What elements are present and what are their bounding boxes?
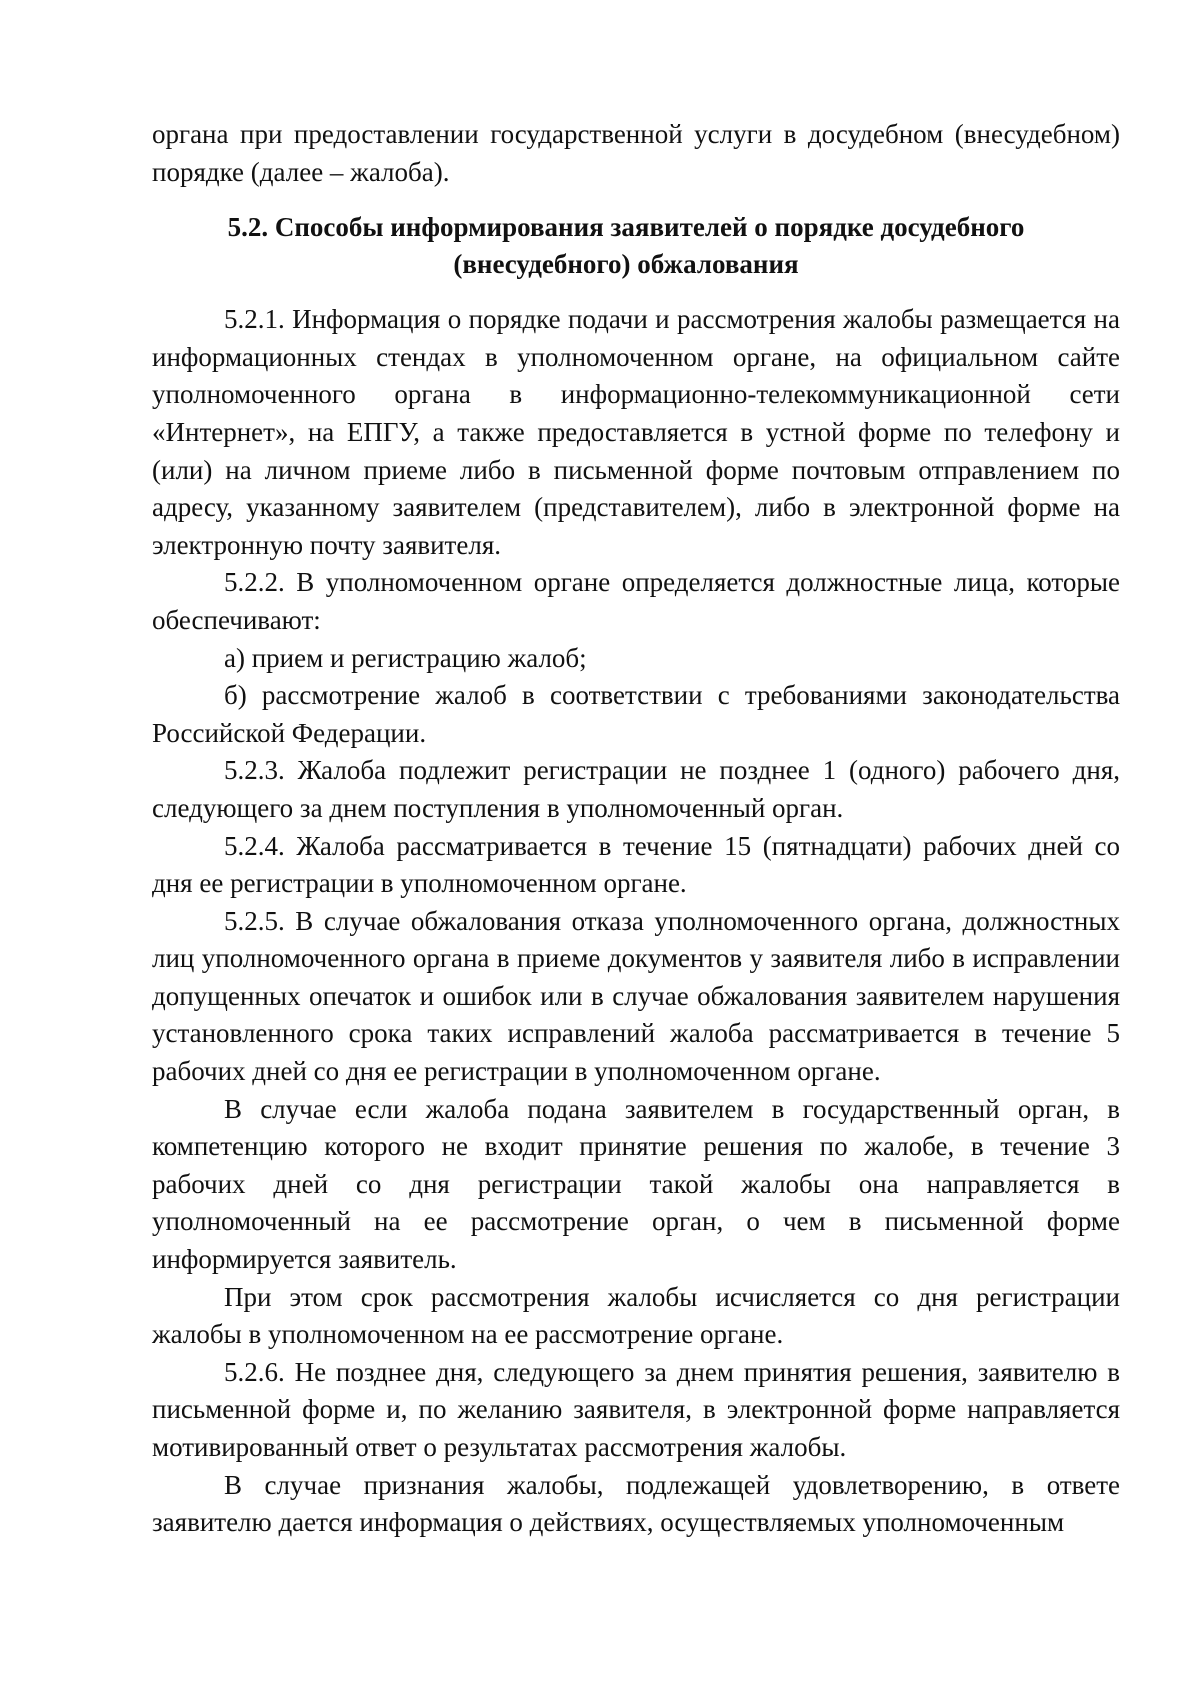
paragraph-5-2-3: 5.2.3. Жалоба подлежит регистрации не позднее 1 (одного) рабочего дня, следующего за днем поступления в уполномоченный орган. — [152, 755, 1120, 823]
section-heading-line-1: 5.2. Способы информирования заявителей о порядке досудебного — [227, 212, 1025, 243]
continuation-paragraph: органа при предоставлении государственной услуги в досудебном (внесудебном) порядке (далее – жалоба). — [152, 119, 1120, 187]
list-item-b: б) рассмотрение жалоб в соответствии с требованиями законодательства Российской Федерации. — [152, 680, 1120, 748]
paragraph-5-2-2: 5.2.2. В уполномоченном органе определяется должностные лица, которые обеспечивают: — [152, 567, 1120, 635]
paragraph-redirect: В случае если жалоба подана заявителем в государственный орган, в компетенцию которого не входит принятие решения по жалобе, в течение 3 рабочих дней со дня регистрации такой жалобы она направляется в уполномоченный на ее рассмотрение орган, о чем в письменной форме информируется заявитель. — [152, 1093, 1120, 1275]
paragraph-5-2-5: 5.2.5. В случае обжалования отказа уполномоченного органа, должностных лиц уполномоченного органа в приеме документов у заявителя либо в исправлении допущенных опечаток и ошибок или в случае обжалования заявителем нарушения установленного срока таких исправлений жалоба рассматривается в течение 5 рабочих дней со дня ее регистрации в уполномоченном органе. — [152, 905, 1120, 1087]
section-heading — [152, 209, 1120, 283]
paragraph-5-2-6: 5.2.6. Не позднее дня, следующего за днем принятия решения, заявителю в письменной форме и, по желанию заявителя, в электронной форме направляется мотивированный ответ о результатах рассмотрения жалобы. — [152, 1356, 1120, 1462]
paragraph-satisfaction: В случае признания жалобы, подлежащей удовлетворению, в ответе заявителю дается информация о действиях, осуществляемых уполномоченным — [152, 1469, 1120, 1538]
section-heading-line-2: (внесудебного) обжалования — [453, 249, 799, 280]
paragraph-5-2-4: 5.2.4. Жалоба рассматривается в течение 15 (пятнадцати) рабочих дней со дня ее регистрации в уполномоченном органе. — [152, 830, 1120, 899]
paragraph-term: При этом срок рассмотрения жалобы исчисляется со дня регистрации жалобы в уполномоченном на ее рассмотрение органе. — [152, 1281, 1120, 1350]
list-item-a: а) прием и регистрацию жалоб; — [224, 642, 587, 673]
paragraph-5-2-1: 5.2.1. Информация о порядке подачи и рассмотрения жалобы размещается на информационных стендах в уполномоченном органе, на официальном сайте уполномоченного органа в информационно-телекоммуникационной сети «Интернет», на ЕПГУ, а также предоставляется в устной форме по телефону и (или) на личном приеме либо в письменной форме почтовым отправлением по адресу, указанному заявителем (представителем), либо в электронной форме на электронную почту заявителя. — [152, 304, 1120, 560]
document-page — [152, 116, 1120, 1542]
